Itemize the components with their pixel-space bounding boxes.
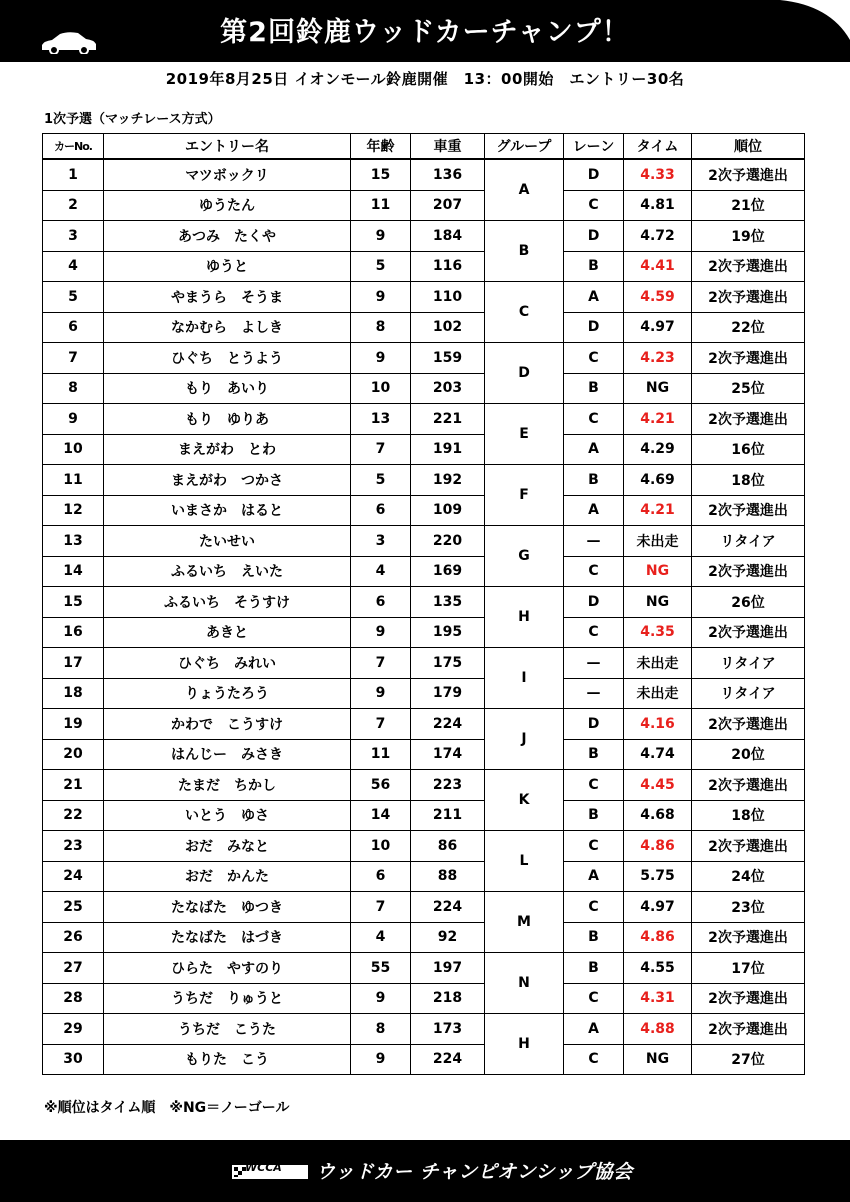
page-title: 第2回鈴鹿ウッドカーチャンプ！ [220, 17, 630, 48]
entry-name-cell: まえがわ つかさ [104, 465, 351, 496]
entry-name-cell: もりた こう [104, 1044, 351, 1075]
age-cell: 9 [351, 1044, 411, 1075]
rank-cell: 26位 [692, 587, 805, 618]
age-cell: 4 [351, 556, 411, 587]
table-row [43, 1044, 805, 1075]
weight-cell: 88 [411, 861, 485, 892]
age-cell: 8 [351, 312, 411, 343]
column-header: 年齢 [351, 134, 411, 160]
entry-name-cell: たなばた はづき [104, 922, 351, 953]
entry-name-cell: なかむら よしき [104, 312, 351, 343]
lane-cell: C [564, 556, 624, 587]
lane-cell: D [564, 587, 624, 618]
entry-name-cell: あきと [104, 617, 351, 648]
rank-cell: 2次予選進出 [692, 831, 805, 862]
lane-cell: C [564, 1044, 624, 1075]
weight-cell: 92 [411, 922, 485, 953]
age-cell: 11 [351, 190, 411, 221]
entry-name-cell: たまだ ちかし [104, 770, 351, 801]
entry-name-cell: おだ かんた [104, 861, 351, 892]
entry-name-cell: やまうら そうま [104, 282, 351, 313]
weight-cell: 192 [411, 465, 485, 496]
lane-cell: D [564, 221, 624, 252]
age-cell: 7 [351, 434, 411, 465]
time-cell: 4.81 [624, 190, 692, 221]
age-cell: 7 [351, 892, 411, 923]
group-cell: L [485, 831, 564, 892]
car-number-cell: 23 [43, 831, 104, 862]
lane-cell: A [564, 1014, 624, 1045]
time-cell: NG [624, 556, 692, 587]
group-cell: G [485, 526, 564, 587]
entry-name-cell: はんじー みさき [104, 739, 351, 770]
lane-cell: — [564, 526, 624, 557]
time-cell: 4.72 [624, 221, 692, 252]
time-cell: 4.68 [624, 800, 692, 831]
table-row [43, 434, 805, 465]
lane-cell: B [564, 953, 624, 984]
weight-cell: 224 [411, 892, 485, 923]
age-cell: 6 [351, 495, 411, 526]
weight-cell: 173 [411, 1014, 485, 1045]
entry-name-cell: ふるいち えいた [104, 556, 351, 587]
rank-cell: 24位 [692, 861, 805, 892]
rank-cell: 2次予選進出 [692, 404, 805, 435]
table-row [43, 526, 805, 557]
corner-curve-decoration [780, 0, 850, 40]
entry-name-cell: ひぐち とうよう [104, 343, 351, 374]
weight-cell: 159 [411, 343, 485, 374]
table-row [43, 343, 805, 374]
lane-cell: — [564, 678, 624, 709]
entry-name-cell: うちだ りゅうと [104, 983, 351, 1014]
entry-name-cell: ゆうと [104, 251, 351, 282]
table-row [43, 190, 805, 221]
car-number-cell: 3 [43, 221, 104, 252]
time-cell: 5.75 [624, 861, 692, 892]
lane-cell: A [564, 861, 624, 892]
car-number-cell: 21 [43, 770, 104, 801]
age-cell: 56 [351, 770, 411, 801]
car-number-cell: 7 [43, 343, 104, 374]
lane-cell: — [564, 648, 624, 679]
age-cell: 13 [351, 404, 411, 435]
group-cell: B [485, 221, 564, 282]
time-cell: 4.23 [624, 343, 692, 374]
group-cell: N [485, 953, 564, 1014]
rank-cell: 2次予選進出 [692, 709, 805, 740]
event-subtitle: 2019年8月25日 イオンモール鈴鹿開催 13：00開始 エントリー30名 [165, 70, 685, 88]
table-header-row [43, 134, 805, 160]
table-row [43, 831, 805, 862]
column-header: タイム [624, 134, 692, 160]
car-number-cell: 29 [43, 1014, 104, 1045]
weight-cell: 184 [411, 221, 485, 252]
rank-cell: 20位 [692, 739, 805, 770]
weight-cell: 224 [411, 709, 485, 740]
car-number-cell: 14 [43, 556, 104, 587]
age-cell: 9 [351, 282, 411, 313]
car-number-cell: 16 [43, 617, 104, 648]
lane-cell: A [564, 282, 624, 313]
rank-cell: 17位 [692, 953, 805, 984]
age-cell: 3 [351, 526, 411, 557]
table-row [43, 648, 805, 679]
time-cell: 4.74 [624, 739, 692, 770]
rank-cell: 2次予選進出 [692, 556, 805, 587]
car-number-cell: 22 [43, 800, 104, 831]
car-number-cell: 28 [43, 983, 104, 1014]
rank-cell: 2次予選進出 [692, 343, 805, 374]
column-header: グループ [485, 134, 564, 160]
time-cell: 4.55 [624, 953, 692, 984]
rank-cell: 18位 [692, 800, 805, 831]
group-cell: K [485, 770, 564, 831]
age-cell: 55 [351, 953, 411, 984]
time-cell: NG [624, 373, 692, 404]
car-number-cell: 12 [43, 495, 104, 526]
time-cell: NG [624, 587, 692, 618]
lane-cell: C [564, 343, 624, 374]
footer-bar [0, 1140, 850, 1202]
weight-cell: 179 [411, 678, 485, 709]
age-cell: 9 [351, 617, 411, 648]
rank-cell: 21位 [692, 190, 805, 221]
car-number-cell: 20 [43, 739, 104, 770]
lane-cell: B [564, 800, 624, 831]
table-row [43, 953, 805, 984]
weight-cell: 223 [411, 770, 485, 801]
age-cell: 7 [351, 648, 411, 679]
age-cell: 11 [351, 739, 411, 770]
rank-cell: リタイア [692, 526, 805, 557]
table-row [43, 739, 805, 770]
table-row [43, 465, 805, 496]
time-cell: 未出走 [624, 526, 692, 557]
results-body [43, 159, 805, 1075]
group-cell: D [485, 343, 564, 404]
entry-name-cell: いまさか はると [104, 495, 351, 526]
lane-cell: D [564, 159, 624, 190]
entry-name-cell: ひらた やすのり [104, 953, 351, 984]
age-cell: 6 [351, 861, 411, 892]
table-row [43, 770, 805, 801]
time-cell: 未出走 [624, 648, 692, 679]
column-header: レーン [564, 134, 624, 160]
weight-cell: 203 [411, 373, 485, 404]
rank-cell: 2次予選進出 [692, 617, 805, 648]
entry-name-cell: ひぐち みれい [104, 648, 351, 679]
rank-cell: 2次予選進出 [692, 159, 805, 190]
table-row [43, 1014, 805, 1045]
entry-name-cell: うちだ こうた [104, 1014, 351, 1045]
weight-cell: 102 [411, 312, 485, 343]
car-number-cell: 15 [43, 587, 104, 618]
lane-cell: C [564, 190, 624, 221]
time-cell: 4.97 [624, 312, 692, 343]
car-number-cell: 30 [43, 1044, 104, 1075]
car-number-cell: 2 [43, 190, 104, 221]
rank-cell: リタイア [692, 648, 805, 679]
weight-cell: 169 [411, 556, 485, 587]
car-number-cell: 1 [43, 159, 104, 190]
weight-cell: 195 [411, 617, 485, 648]
time-cell: 4.31 [624, 983, 692, 1014]
weight-cell: 116 [411, 251, 485, 282]
group-cell: H [485, 587, 564, 648]
group-cell: H [485, 1014, 564, 1075]
age-cell: 5 [351, 251, 411, 282]
lane-cell: C [564, 831, 624, 862]
group-cell: A [485, 159, 564, 221]
time-cell: 4.88 [624, 1014, 692, 1045]
lane-cell: D [564, 312, 624, 343]
table-row [43, 495, 805, 526]
table-row [43, 159, 805, 190]
weight-cell: 191 [411, 434, 485, 465]
lane-cell: C [564, 770, 624, 801]
weight-cell: 175 [411, 648, 485, 679]
group-cell: I [485, 648, 564, 709]
results-table [42, 133, 805, 1075]
rank-cell: 2次予選進出 [692, 922, 805, 953]
age-cell: 7 [351, 709, 411, 740]
table-row [43, 861, 805, 892]
car-number-cell: 10 [43, 434, 104, 465]
weight-cell: 211 [411, 800, 485, 831]
table-row [43, 587, 805, 618]
time-cell: NG [624, 1044, 692, 1075]
table-row [43, 678, 805, 709]
car-number-cell: 24 [43, 861, 104, 892]
weight-cell: 218 [411, 983, 485, 1014]
car-number-cell: 17 [43, 648, 104, 679]
entry-name-cell: ゆうたん [104, 190, 351, 221]
car-number-cell: 6 [43, 312, 104, 343]
time-cell: 4.86 [624, 831, 692, 862]
weight-cell: 136 [411, 159, 485, 190]
rank-cell: 18位 [692, 465, 805, 496]
lane-cell: C [564, 617, 624, 648]
age-cell: 9 [351, 343, 411, 374]
section-title: 1次予選（マッチレース方式） [44, 112, 221, 127]
time-cell: 4.35 [624, 617, 692, 648]
table-row [43, 312, 805, 343]
time-cell: 4.59 [624, 282, 692, 313]
table-row [43, 373, 805, 404]
entry-name-cell: おだ みなと [104, 831, 351, 862]
age-cell: 9 [351, 221, 411, 252]
entry-name-cell: マツボックリ [104, 159, 351, 190]
age-cell: 4 [351, 922, 411, 953]
column-header: カーNo. [43, 134, 104, 160]
column-header: 順位 [692, 134, 805, 160]
time-cell: 4.45 [624, 770, 692, 801]
weight-cell: 220 [411, 526, 485, 557]
time-cell: 4.69 [624, 465, 692, 496]
entry-name-cell: たいせい [104, 526, 351, 557]
lane-cell: B [564, 465, 624, 496]
lane-cell: A [564, 495, 624, 526]
entry-name-cell: まえがわ とわ [104, 434, 351, 465]
lane-cell: B [564, 373, 624, 404]
column-header: 車重 [411, 134, 485, 160]
table-row [43, 221, 805, 252]
car-number-cell: 9 [43, 404, 104, 435]
rank-cell: リタイア [692, 678, 805, 709]
rank-cell: 25位 [692, 373, 805, 404]
weight-cell: 221 [411, 404, 485, 435]
entry-name-cell: あつみ たくや [104, 221, 351, 252]
entry-name-cell: もり あいり [104, 373, 351, 404]
time-cell: 4.41 [624, 251, 692, 282]
footnote: ※順位はタイム順 ※NG＝ノーゴール [44, 1100, 290, 1116]
weight-cell: 109 [411, 495, 485, 526]
car-number-cell: 5 [43, 282, 104, 313]
rank-cell: 19位 [692, 221, 805, 252]
time-cell: 未出走 [624, 678, 692, 709]
table-row [43, 983, 805, 1014]
time-cell: 4.29 [624, 434, 692, 465]
group-cell: M [485, 892, 564, 953]
table-row [43, 404, 805, 435]
organization-name: ウッドカー チャンピオンシップ協会 [316, 1161, 633, 1183]
group-cell: F [485, 465, 564, 526]
car-number-cell: 26 [43, 922, 104, 953]
rank-cell: 2次予選進出 [692, 251, 805, 282]
age-cell: 10 [351, 373, 411, 404]
rank-cell: 2次予選進出 [692, 770, 805, 801]
age-cell: 14 [351, 800, 411, 831]
rank-cell: 27位 [692, 1044, 805, 1075]
lane-cell: C [564, 983, 624, 1014]
entry-name-cell: りょうたろう [104, 678, 351, 709]
time-cell: 4.21 [624, 495, 692, 526]
car-number-cell: 18 [43, 678, 104, 709]
lane-cell: C [564, 404, 624, 435]
time-cell: 4.33 [624, 159, 692, 190]
rank-cell: 22位 [692, 312, 805, 343]
lane-cell: C [564, 892, 624, 923]
entry-name-cell: たなばた ゆつき [104, 892, 351, 923]
rank-cell: 2次予選進出 [692, 282, 805, 313]
entry-name-cell: もり ゆりあ [104, 404, 351, 435]
entry-name-cell: かわで こうすけ [104, 709, 351, 740]
age-cell: 9 [351, 678, 411, 709]
car-number-cell: 25 [43, 892, 104, 923]
weight-cell: 224 [411, 1044, 485, 1075]
table-row [43, 709, 805, 740]
header-bar [0, 0, 850, 62]
weight-cell: 174 [411, 739, 485, 770]
car-number-cell: 11 [43, 465, 104, 496]
weight-cell: 86 [411, 831, 485, 862]
rank-cell: 2次予選進出 [692, 1014, 805, 1045]
lane-cell: B [564, 922, 624, 953]
car-number-cell: 13 [43, 526, 104, 557]
weight-cell: 207 [411, 190, 485, 221]
rank-cell: 23位 [692, 892, 805, 923]
age-cell: 5 [351, 465, 411, 496]
age-cell: 15 [351, 159, 411, 190]
lane-cell: A [564, 434, 624, 465]
car-number-cell: 27 [43, 953, 104, 984]
time-cell: 4.21 [624, 404, 692, 435]
time-cell: 4.86 [624, 922, 692, 953]
lane-cell: D [564, 709, 624, 740]
time-cell: 4.97 [624, 892, 692, 923]
entry-name-cell: ふるいち そうすけ [104, 587, 351, 618]
time-cell: 4.16 [624, 709, 692, 740]
age-cell: 9 [351, 983, 411, 1014]
age-cell: 10 [351, 831, 411, 862]
entry-name-cell: いとう ゆさ [104, 800, 351, 831]
rank-cell: 2次予選進出 [692, 983, 805, 1014]
group-cell: J [485, 709, 564, 770]
car-number-cell: 19 [43, 709, 104, 740]
table-row [43, 617, 805, 648]
weight-cell: 197 [411, 953, 485, 984]
lane-cell: B [564, 251, 624, 282]
logo-text: WCCA [245, 1161, 282, 1174]
column-header: エントリー名 [104, 134, 351, 160]
age-cell: 8 [351, 1014, 411, 1045]
table-row [43, 251, 805, 282]
group-cell: E [485, 404, 564, 465]
lane-cell: B [564, 739, 624, 770]
group-cell: C [485, 282, 564, 343]
weight-cell: 110 [411, 282, 485, 313]
weight-cell: 135 [411, 587, 485, 618]
table-row [43, 922, 805, 953]
table-row [43, 282, 805, 313]
car-number-cell: 8 [43, 373, 104, 404]
table-row [43, 892, 805, 923]
table-row [43, 800, 805, 831]
table-row [43, 556, 805, 587]
car-number-cell: 4 [43, 251, 104, 282]
rank-cell: 2次予選進出 [692, 495, 805, 526]
age-cell: 6 [351, 587, 411, 618]
rank-cell: 16位 [692, 434, 805, 465]
